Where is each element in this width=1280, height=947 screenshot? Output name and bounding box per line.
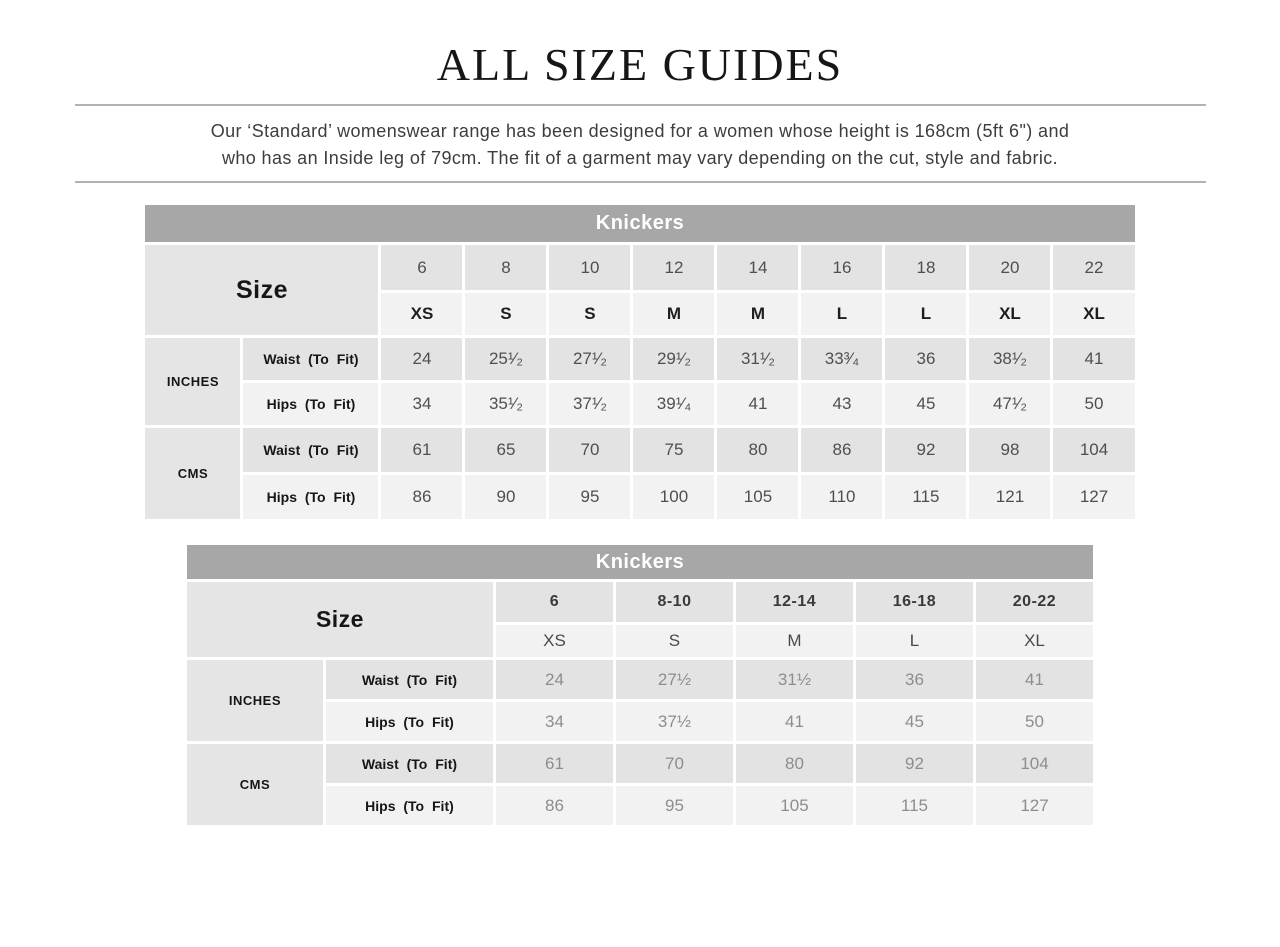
size-header-cell: Size xyxy=(185,581,494,659)
unit-label-inches: INCHES xyxy=(185,659,324,743)
value-cell: 115 xyxy=(884,474,968,521)
value-cell: 98 xyxy=(968,427,1052,474)
numeric-size-cell: 6 xyxy=(494,581,614,624)
letter-size-cell: S xyxy=(548,292,632,337)
value-cell: 25¹⁄₂ xyxy=(464,337,548,382)
measure-label-waist: Waist (To Fit) xyxy=(324,659,494,701)
letter-size-cell: XL xyxy=(968,292,1052,337)
unit-label-cms: CMS xyxy=(144,427,242,521)
value-cell: 127 xyxy=(1052,474,1136,521)
letter-size-cell: L xyxy=(854,624,974,659)
value-cell: 38¹⁄₂ xyxy=(968,337,1052,382)
table-title: Knickers xyxy=(185,544,1094,581)
value-cell: 90 xyxy=(464,474,548,521)
unit-label-inches: INCHES xyxy=(144,337,242,427)
value-cell: 86 xyxy=(800,427,884,474)
value-cell: 34 xyxy=(380,382,464,427)
value-cell: 45 xyxy=(854,701,974,743)
value-cell: 61 xyxy=(494,743,614,785)
unit-label-cms: CMS xyxy=(185,743,324,827)
value-cell: 86 xyxy=(380,474,464,521)
numeric-size-cell: 12-14 xyxy=(734,581,854,624)
value-cell: 104 xyxy=(1052,427,1136,474)
value-cell: 105 xyxy=(716,474,800,521)
top-divider xyxy=(75,104,1206,106)
value-cell: 31½ xyxy=(734,659,854,701)
letter-size-cell: XS xyxy=(380,292,464,337)
value-cell: 127 xyxy=(974,785,1094,827)
value-cell: 75 xyxy=(632,427,716,474)
value-cell: 70 xyxy=(548,427,632,474)
bottom-divider xyxy=(75,181,1206,183)
letter-size-cell: XL xyxy=(1052,292,1136,337)
measure-label-hips: Hips (To Fit) xyxy=(242,474,380,521)
numeric-size-cell: 20 xyxy=(968,244,1052,292)
numeric-size-cell: 14 xyxy=(716,244,800,292)
value-cell: 31¹⁄₂ xyxy=(716,337,800,382)
value-cell: 86 xyxy=(494,785,614,827)
table-title: Knickers xyxy=(144,204,1136,244)
value-cell: 36 xyxy=(854,659,974,701)
value-cell: 41 xyxy=(1052,337,1136,382)
numeric-size-cell: 12 xyxy=(632,244,716,292)
measure-label-waist: Waist (To Fit) xyxy=(242,427,380,474)
numeric-size-cell: 20-22 xyxy=(974,581,1094,624)
value-cell: 65 xyxy=(464,427,548,474)
numeric-size-cell: 22 xyxy=(1052,244,1136,292)
letter-size-cell: XL xyxy=(974,624,1094,659)
letter-size-cell: M xyxy=(632,292,716,337)
value-cell: 115 xyxy=(854,785,974,827)
measure-label-hips: Hips (To Fit) xyxy=(242,382,380,427)
numeric-size-cell: 8-10 xyxy=(614,581,734,624)
value-cell: 36 xyxy=(884,337,968,382)
letter-size-cell: S xyxy=(464,292,548,337)
measure-label-waist: Waist (To Fit) xyxy=(242,337,380,382)
numeric-size-cell: 16 xyxy=(800,244,884,292)
value-cell: 121 xyxy=(968,474,1052,521)
value-cell: 70 xyxy=(614,743,734,785)
size-header-cell: Size xyxy=(144,244,380,337)
value-cell: 45 xyxy=(884,382,968,427)
value-cell: 80 xyxy=(734,743,854,785)
value-cell: 80 xyxy=(716,427,800,474)
value-cell: 50 xyxy=(1052,382,1136,427)
value-cell: 27½ xyxy=(614,659,734,701)
value-cell: 24 xyxy=(380,337,464,382)
letter-size-cell: M xyxy=(716,292,800,337)
value-cell: 37¹⁄₂ xyxy=(548,382,632,427)
value-cell: 43 xyxy=(800,382,884,427)
value-cell: 61 xyxy=(380,427,464,474)
value-cell: 92 xyxy=(884,427,968,474)
value-cell: 41 xyxy=(716,382,800,427)
intro-line-1: Our ‘Standard’ womenswear range has been designed for a women whose height is 168cm (5ft 6") and xyxy=(210,121,1070,141)
measure-label-waist: Waist (To Fit) xyxy=(324,743,494,785)
letter-size-cell: L xyxy=(800,292,884,337)
page-title: ALL SIZE GUIDES xyxy=(436,39,844,90)
value-cell: 33³⁄₄ xyxy=(800,337,884,382)
measure-label-hips: Hips (To Fit) xyxy=(324,701,494,743)
size-table-detailed xyxy=(142,202,1137,522)
value-cell: 41 xyxy=(734,701,854,743)
value-cell: 37½ xyxy=(614,701,734,743)
letter-size-cell: S xyxy=(614,624,734,659)
value-cell: 95 xyxy=(614,785,734,827)
value-cell: 41 xyxy=(974,659,1094,701)
value-cell: 34 xyxy=(494,701,614,743)
value-cell: 47¹⁄₂ xyxy=(968,382,1052,427)
measure-label-hips: Hips (To Fit) xyxy=(324,785,494,827)
intro-text xyxy=(110,118,1170,172)
letter-size-cell: L xyxy=(884,292,968,337)
numeric-size-cell: 6 xyxy=(380,244,464,292)
value-cell: 39¹⁄₄ xyxy=(632,382,716,427)
value-cell: 100 xyxy=(632,474,716,521)
numeric-size-cell: 10 xyxy=(548,244,632,292)
letter-size-cell: M xyxy=(734,624,854,659)
value-cell: 29¹⁄₂ xyxy=(632,337,716,382)
numeric-size-cell: 18 xyxy=(884,244,968,292)
value-cell: 92 xyxy=(854,743,974,785)
size-table-condensed xyxy=(184,542,1096,828)
value-cell: 110 xyxy=(800,474,884,521)
value-cell: 35¹⁄₂ xyxy=(464,382,548,427)
value-cell: 104 xyxy=(974,743,1094,785)
numeric-size-cell: 8 xyxy=(464,244,548,292)
numeric-size-cell: 16-18 xyxy=(854,581,974,624)
letter-size-cell: XS xyxy=(494,624,614,659)
value-cell: 24 xyxy=(494,659,614,701)
value-cell: 27¹⁄₂ xyxy=(548,337,632,382)
value-cell: 95 xyxy=(548,474,632,521)
value-cell: 50 xyxy=(974,701,1094,743)
intro-line-2: who has an Inside leg of 79cm. The fit of a garment may vary depending on the cut, style and fabric. xyxy=(221,148,1059,168)
value-cell: 105 xyxy=(734,785,854,827)
